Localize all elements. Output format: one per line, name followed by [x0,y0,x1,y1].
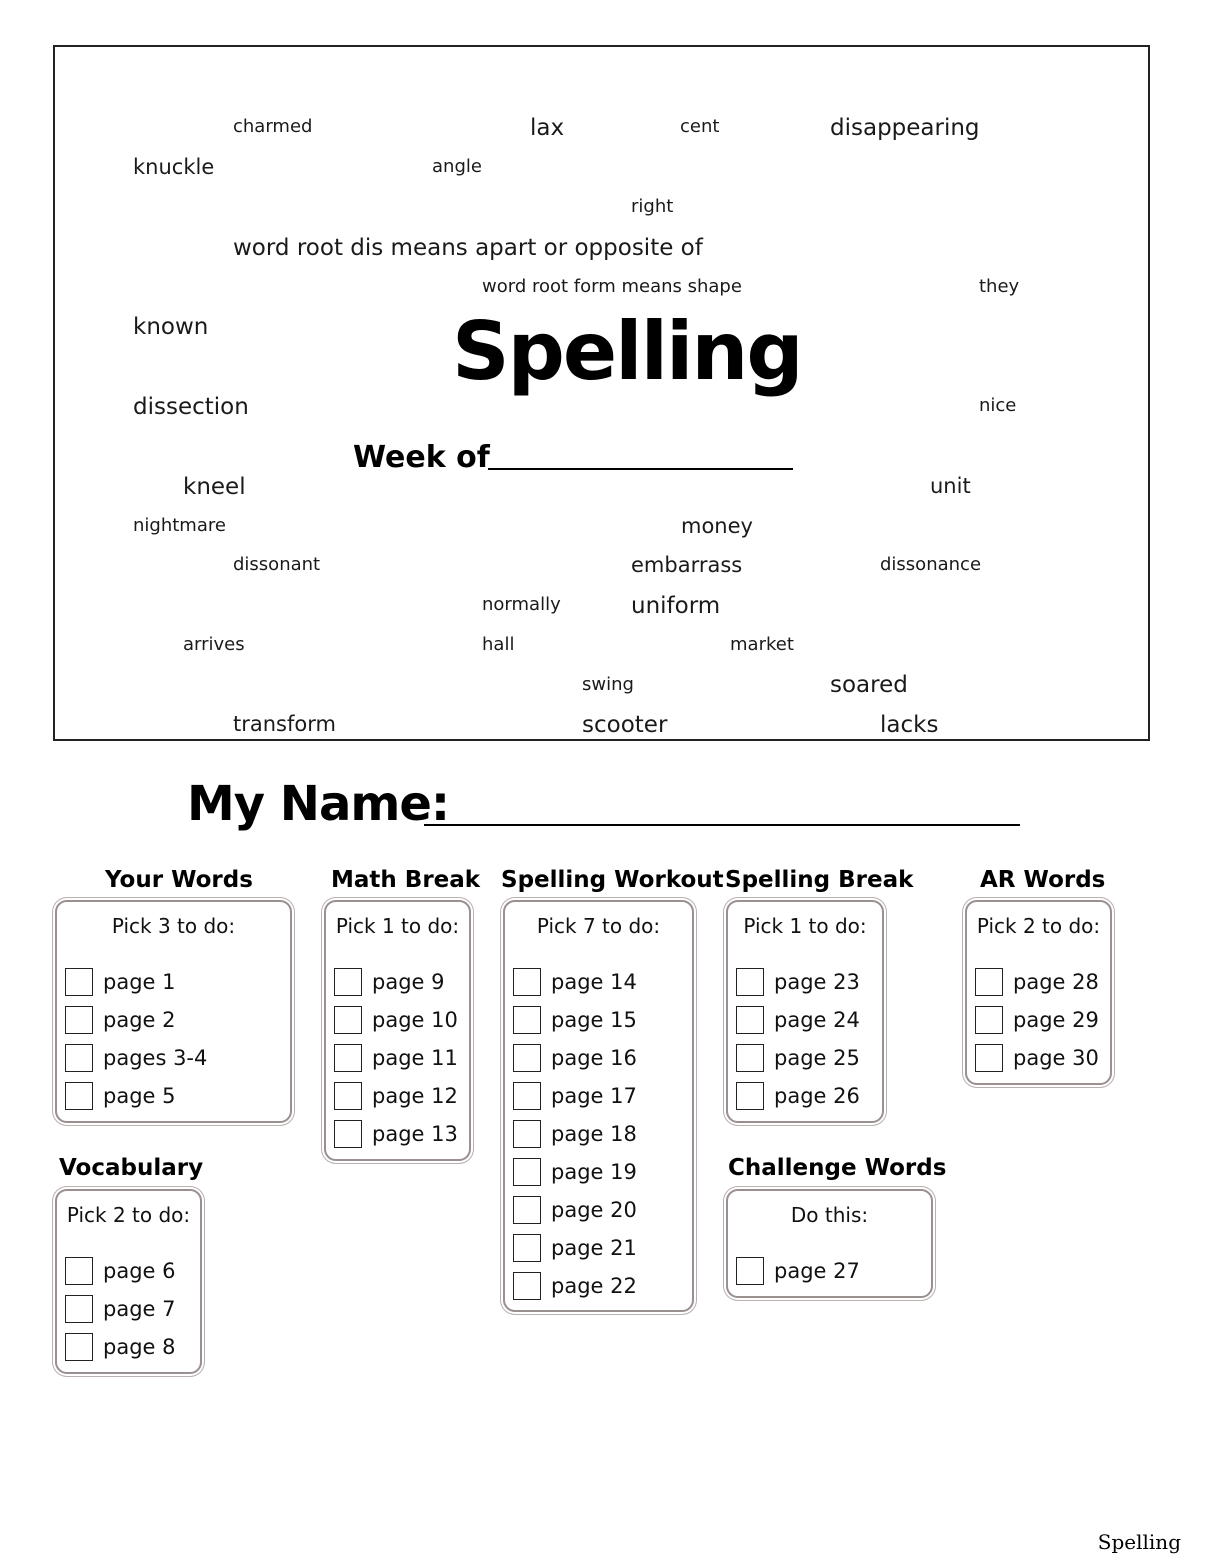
item-label: page 7 [103,1297,176,1321]
checklist-item[interactable] [975,1042,1099,1074]
item-label: page 8 [103,1335,176,1359]
cloud-word: nice [979,395,1017,416]
item-label: page 22 [551,1274,637,1298]
item-label: page 26 [774,1084,860,1108]
ar-words-box [965,900,1112,1085]
checkbox[interactable] [65,1044,93,1072]
cloud-word: market [730,634,794,655]
cloud-word: angle [432,156,482,177]
pick-instruction: Do this: [790,1203,869,1227]
cloud-word: lacks [880,712,939,738]
checklist-item[interactable] [334,1080,458,1112]
checklist-item[interactable] [65,1293,176,1325]
pick-instruction: Pick 1 to do: [743,914,867,938]
your-words-box [55,900,292,1123]
cloud-word: dissection [133,394,249,420]
checkbox[interactable] [334,1006,362,1034]
item-label: page 9 [372,970,445,994]
item-label: page 20 [551,1198,637,1222]
item-label: page 19 [551,1160,637,1184]
cloud-word: money [681,514,753,538]
checkbox[interactable] [975,968,1003,996]
checklist-item[interactable] [736,1080,860,1112]
item-label: page 15 [551,1008,637,1032]
cloud-word: they [979,276,1020,297]
item-label: pages 3-4 [103,1046,208,1070]
item-label: page 2 [103,1008,176,1032]
checklist-item[interactable] [65,1080,176,1112]
week-of-line [488,468,793,470]
checklist-item[interactable] [65,966,176,998]
checklist-item[interactable] [65,1004,176,1036]
group-title-spelling-workout: Spelling Workout [501,867,724,893]
checklist-item[interactable] [513,1270,637,1302]
checkbox[interactable] [736,1257,764,1285]
spelling-workout-box [503,900,694,1312]
cloud-word: word root form means shape [482,276,742,297]
checkbox[interactable] [513,1082,541,1110]
checkbox[interactable] [65,1333,93,1361]
group-title-challenge-words: Challenge Words [728,1155,947,1181]
checkbox[interactable] [513,1196,541,1224]
cloud-word: transform [233,712,336,736]
checklist-item[interactable] [975,1004,1099,1036]
cloud-word: arrives [183,634,245,655]
vocabulary-box [55,1189,202,1374]
cloud-word: word root dis means apart or opposite of [233,235,703,261]
checkbox[interactable] [513,1044,541,1072]
checkbox[interactable] [513,1158,541,1186]
cloud-word: dissonance [880,554,982,575]
checklist-item[interactable] [736,966,860,998]
checkbox[interactable] [65,1295,93,1323]
pick-instruction: Pick 2 to do: [976,914,1101,938]
item-label: page 10 [372,1008,458,1032]
checkbox[interactable] [513,1120,541,1148]
page-title: Spelling [452,305,802,398]
checklist-item[interactable] [334,1004,458,1036]
checklist-item[interactable] [736,1255,860,1287]
item-label: page 21 [551,1236,637,1260]
item-label: page 14 [551,970,637,994]
checkbox[interactable] [736,968,764,996]
checkbox[interactable] [65,968,93,996]
cloud-word: scooter [582,712,668,738]
item-label: page 6 [103,1259,176,1283]
checkbox[interactable] [736,1082,764,1110]
item-label: page 25 [774,1046,860,1070]
cloud-word: dissonant [233,554,321,575]
checkbox[interactable] [65,1082,93,1110]
item-label: page 5 [103,1084,176,1108]
checkbox[interactable] [513,1272,541,1300]
item-label: page 27 [774,1259,860,1283]
pick-instruction: Pick 3 to do: [111,914,236,938]
checklist-item[interactable] [334,1118,458,1150]
spelling-break-box [726,900,884,1123]
cloud-word: unit [930,474,971,498]
checklist-item[interactable] [513,1004,637,1036]
name-line [424,824,1020,826]
item-label: page 24 [774,1008,860,1032]
pick-instruction: Pick 2 to do: [66,1203,191,1227]
checkbox[interactable] [736,1044,764,1072]
group-title-ar-words: AR Words [980,867,1106,893]
item-label: page 17 [551,1084,637,1108]
checklist-item[interactable] [513,966,637,998]
cloud-word: charmed [233,116,313,137]
item-label: page 18 [551,1122,637,1146]
item-label: page 12 [372,1084,458,1108]
checkbox[interactable] [513,1234,541,1262]
checkbox[interactable] [334,1044,362,1072]
checklist-item[interactable] [513,1118,637,1150]
checkbox[interactable] [65,1257,93,1285]
cloud-word: cent [680,116,720,137]
cloud-word: disappearing [830,115,980,141]
item-label: page 23 [774,970,860,994]
checkbox[interactable] [513,1006,541,1034]
checklist-item[interactable] [513,1042,637,1074]
checkbox[interactable] [736,1006,764,1034]
item-label: page 30 [1013,1046,1099,1070]
checkbox[interactable] [513,968,541,996]
cloud-word: kneel [183,474,246,500]
checklist-item[interactable] [736,1004,860,1036]
my-name-label: My Name: [187,776,450,832]
checkbox[interactable] [975,1044,1003,1072]
footer-label: Spelling [1097,1530,1181,1554]
pick-instruction: Pick 1 to do: [335,914,460,938]
item-label: page 1 [103,970,176,994]
cloud-word: knuckle [133,155,215,179]
item-label: page 16 [551,1046,637,1070]
cloud-word: normally [482,594,561,615]
week-of-label: Week of [353,440,490,475]
item-label: page 28 [1013,970,1099,994]
checklist-item[interactable] [736,1042,860,1074]
checklist-item[interactable] [334,1042,458,1074]
cloud-word: soared [830,672,908,698]
cloud-word: right [631,196,674,217]
cloud-word: hall [482,634,515,655]
cloud-word: uniform [631,593,721,619]
cloud-word: nightmare [133,515,226,536]
cloud-word: embarrass [631,553,743,577]
item-label: page 29 [1013,1008,1099,1032]
cloud-word: known [133,314,209,340]
math-break-box [324,900,471,1161]
checkbox[interactable] [334,968,362,996]
group-title-vocabulary: Vocabulary [59,1155,204,1181]
checkbox[interactable] [65,1006,93,1034]
checkbox[interactable] [334,1120,362,1148]
checklist-item[interactable] [65,1255,176,1287]
checkbox[interactable] [334,1082,362,1110]
challenge-words-box [726,1189,933,1298]
pick-instruction: Pick 7 to do: [536,914,661,938]
checklist-item[interactable] [334,966,445,998]
cloud-word: lax [530,115,565,141]
item-label: page 11 [372,1046,458,1070]
group-title-your-words: Your Words [105,867,253,893]
checklist-item[interactable] [513,1080,637,1112]
checklist-item[interactable] [65,1331,176,1363]
checklist-item[interactable] [975,966,1099,998]
group-title-spelling-break: Spelling Break [725,867,914,893]
checklist-item[interactable] [513,1194,637,1226]
checklist-item[interactable] [65,1042,207,1074]
group-title-math-break: Math Break [331,867,481,893]
checklist-item[interactable] [513,1156,637,1188]
checklist-item[interactable] [513,1232,637,1264]
cloud-word: swing [582,674,634,695]
item-label: page 13 [372,1122,458,1146]
checkbox[interactable] [975,1006,1003,1034]
